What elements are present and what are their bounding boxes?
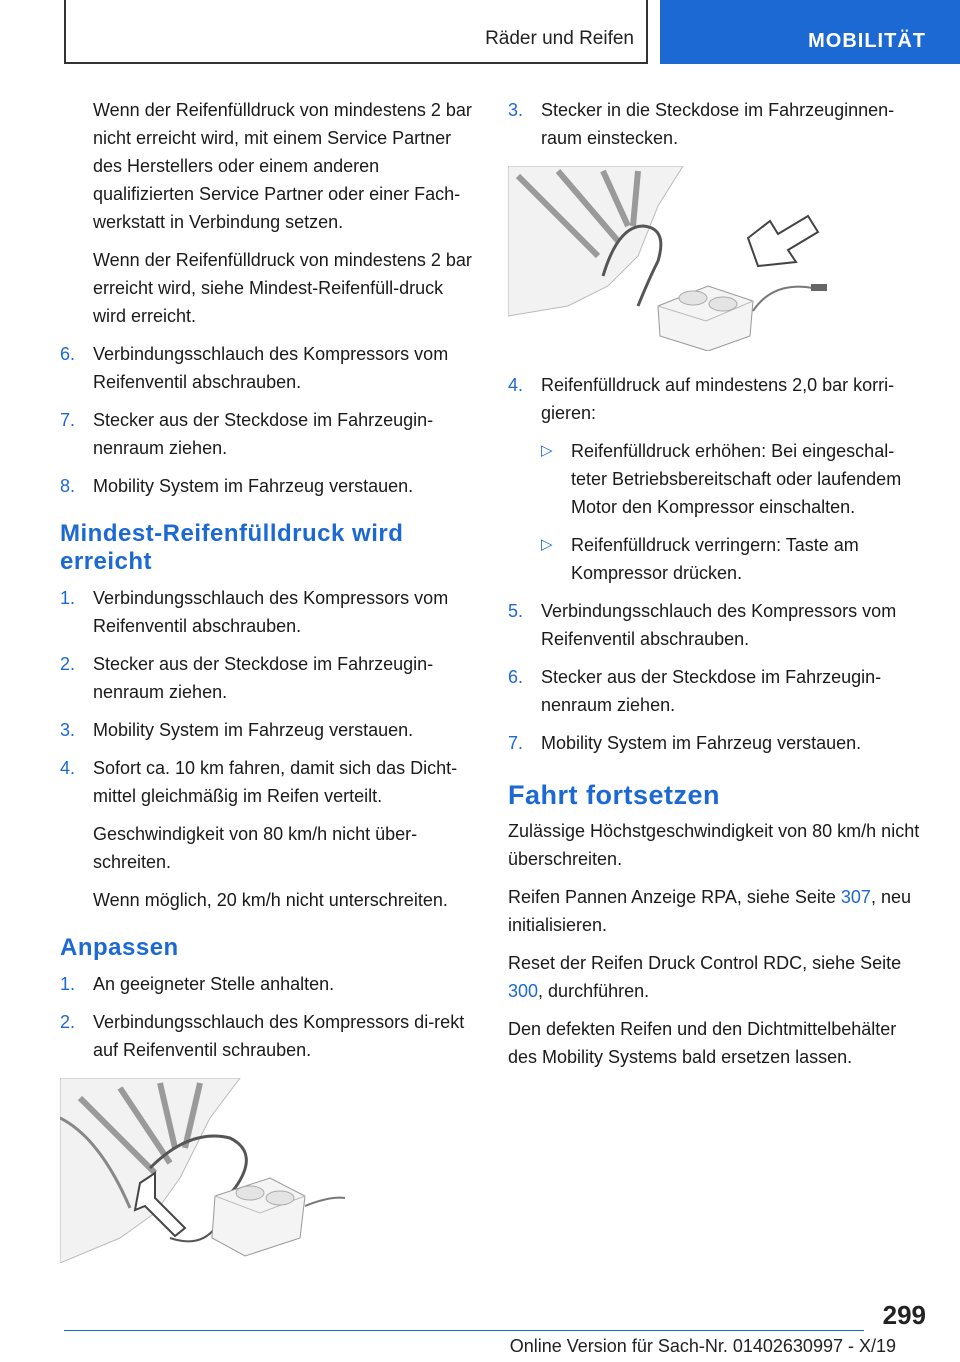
step-number: 7. xyxy=(508,733,524,753)
step-text: Stecker in die Steckdose im Fahrzeuginnen‐raum einstecken. xyxy=(541,100,895,148)
step-number: 1. xyxy=(60,588,76,608)
paragraph-text: , neu initialisieren. xyxy=(508,887,911,935)
step-text: Verbindungsschlauch des Kompressors di‐rekt auf Reifenventil schrauben. xyxy=(93,1012,465,1060)
section-heading: Anpassen xyxy=(60,934,179,961)
plug-socket-illustration xyxy=(508,166,858,351)
sub-text: Reifenfülldruck erhöhen: Bei eingeschal‐teter Betriebsbereitschaft oder laufendem Motor den Kompressor einschalten. xyxy=(571,441,902,517)
left-column xyxy=(60,96,480,1263)
sub-item xyxy=(541,437,928,521)
paragraph-text: Reifen Pannen Anzeige RPA, siehe Seite xyxy=(508,887,841,907)
list-item xyxy=(508,663,928,719)
right-column xyxy=(508,96,928,1081)
plug-icon xyxy=(811,284,827,291)
step-text: Stecker aus der Steckdose im Fahrzeugin‐nenraum ziehen. xyxy=(93,654,434,702)
step-text: Sofort ca. 10 km fahren, damit sich das Dicht‐mittel gleichmäßig im Reifen verteilt. xyxy=(93,758,458,806)
footer-text: Online Version für Sach-Nr. 01402630997 - X/19 xyxy=(509,1336,896,1356)
paragraph: Wenn der Reifenfülldruck von mindestens 2 bar nicht erreicht wird, mit einem Service Partner des Herstellers oder einem anderen qualifizierten Service Partner oder einer Fach‐werkstatt in Verbindung setzen. xyxy=(93,100,472,232)
footer-divider xyxy=(64,1330,864,1331)
sub-text: Reifenfülldruck verringern: Taste am Kompressor drücken. xyxy=(571,535,859,583)
step-number: 3. xyxy=(508,100,524,120)
list-item xyxy=(60,584,480,640)
paragraph-text: Reset der Reifen Druck Control RDC, siehe Seite xyxy=(508,953,902,973)
arrow-icon xyxy=(748,216,818,266)
paragraph xyxy=(508,883,928,939)
paragraph: Geschwindigkeit von 80 km/h nicht über‐schreiten. xyxy=(93,824,418,872)
paragraph xyxy=(508,949,928,1005)
step-number: 4. xyxy=(508,375,524,395)
list-item xyxy=(508,597,928,653)
triangle-bullet-icon: ▷ xyxy=(541,536,553,553)
sub-item xyxy=(541,531,928,587)
step-text: Mobility System im Fahrzeug verstauen. xyxy=(541,733,862,753)
step-number: 2. xyxy=(60,1012,76,1032)
paragraph: Zulässige Höchstgeschwindigkeit von 80 km/h nicht überschreiten. xyxy=(508,821,920,869)
section-title: Räder und Reifen xyxy=(485,28,634,49)
step-number: 7. xyxy=(60,410,76,430)
page-number: 299 xyxy=(882,1300,926,1330)
paragraph: Wenn möglich, 20 km/h nicht unterschreiten. xyxy=(93,890,448,910)
step-text: Verbindungsschlauch des Kompressors vom Reifenventil abschrauben. xyxy=(93,588,449,636)
list-item xyxy=(60,970,480,998)
step-text: Verbindungsschlauch des Kompressors vom Reifenventil abschrauben. xyxy=(541,601,897,649)
list-item xyxy=(60,716,480,744)
step-number: 6. xyxy=(60,344,76,364)
list-item xyxy=(508,729,928,757)
triangle-bullet-icon: ▷ xyxy=(541,442,553,459)
step-text: An geeigneter Stelle anhalten. xyxy=(93,974,335,994)
step-text: Mobility System im Fahrzeug verstauen. xyxy=(93,476,414,496)
paragraph: Wenn der Reifenfülldruck von mindestens 2 bar erreicht wird, siehe Mindest-Reifenfüll‐druck wird erreicht. xyxy=(93,250,472,326)
compressor-valve-illustration xyxy=(60,1078,360,1263)
list-item xyxy=(60,754,480,810)
step-text: Stecker aus der Steckdose im Fahrzeugin‐nenraum ziehen. xyxy=(541,667,882,715)
step-number: 2. xyxy=(60,654,76,674)
step-text: Stecker aus der Steckdose im Fahrzeugin‐nenraum ziehen. xyxy=(93,410,434,458)
step-number: 3. xyxy=(60,720,76,740)
paragraph: Den defekten Reifen und den Dichtmittelbehälter des Mobility Systems bald ersetzen lassen. xyxy=(508,1019,897,1067)
step-number: 6. xyxy=(508,667,524,687)
step-number: 4. xyxy=(60,758,76,778)
list-item xyxy=(508,96,928,152)
page-link-307[interactable]: 307 xyxy=(840,887,871,907)
list-item xyxy=(60,340,480,396)
page-link-300[interactable]: 300 xyxy=(508,981,539,1001)
chapter-tab: MOBILITÄT xyxy=(660,0,960,64)
step-number: 8. xyxy=(60,476,76,496)
step-number: 5. xyxy=(508,601,524,621)
step-text: Reifenfülldruck auf mindestens 2,0 bar korri‐gieren: xyxy=(541,375,895,423)
list-item xyxy=(508,371,928,427)
section-heading: Fahrt fortsetzen xyxy=(508,780,721,810)
paragraph-text: , durchführen. xyxy=(538,981,650,1001)
list-item xyxy=(60,650,480,706)
section-heading: Mindest-Reifenfülldruck wird erreicht xyxy=(60,520,404,575)
list-item xyxy=(60,406,480,462)
list-item xyxy=(60,1008,480,1064)
step-text: Verbindungsschlauch des Kompressors vom Reifenventil abschrauben. xyxy=(93,344,449,392)
step-number: 1. xyxy=(60,974,76,994)
step-text: Mobility System im Fahrzeug verstauen. xyxy=(93,720,414,740)
list-item xyxy=(60,472,480,500)
